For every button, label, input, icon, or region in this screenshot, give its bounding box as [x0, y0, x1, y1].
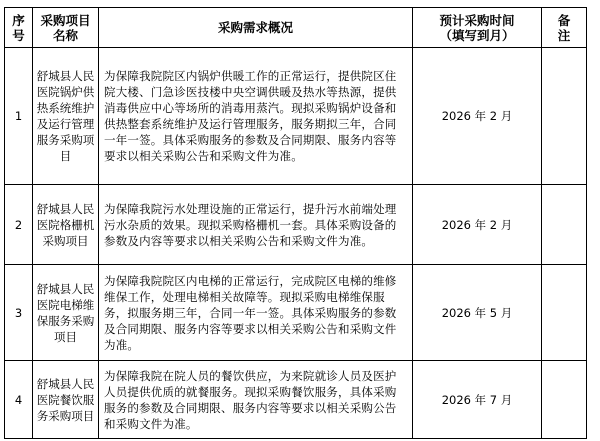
project-name: 舒城县人民医院锅炉供热系统维护及运行管理服务采购项目: [33, 48, 99, 185]
table-row: [5, 361, 587, 439]
table-row: [5, 265, 587, 361]
header-no: 序 号: [5, 8, 33, 48]
row-number: 3: [5, 265, 33, 361]
planned-time: 2026 年 7 月: [413, 361, 542, 439]
remark: [542, 361, 587, 439]
procurement-table: [4, 7, 587, 439]
requirement-summary: 为保障我院污水处理设施的正常运行，提升污水前端处理污水杂质的效果。现拟采购格栅机一套。具体采购设备的参数及内容等要求以相关采购公告和采购文件为准。: [99, 185, 413, 265]
remark: [542, 265, 587, 361]
project-name: 舒城县人民医院格栅机采购项目: [33, 185, 99, 265]
requirement-summary: 为保障我院院区内电梯的正常运行，完成院区电梯的维修维保工作，处理电梯相关故障等。现拟采购电梯维保服务，拟服务期三年，合同一年一签。具体采购服务的参数及合同期限、服务内容等要求以相关采购公告和采购文件为准。: [99, 265, 413, 361]
remark: [542, 185, 587, 265]
project-name: 舒城县人民医院餐饮服务采购项目: [33, 361, 99, 439]
planned-time: 2026 年 5 月: [413, 265, 542, 361]
requirement-summary: 为保障我院院区内锅炉供暖工作的正常运行，提供院区住院大楼、门急诊医技楼中央空调供暖及热水等热源，提供消毒供应中心等场所的消毒用蒸汽。现拟采购锅炉设备和供热整套系统维护及运行管理服务，服务期拟三年，合同一年一签。具体采购服务的参数及合同期限、服务内容等要求以相关采购公告和采购文件为准。: [99, 48, 413, 185]
header-desc: 采购需求概况: [99, 8, 413, 48]
row-number: 4: [5, 361, 33, 439]
row-number: 2: [5, 185, 33, 265]
header-time: 预计采购时间 （填写到月）: [413, 8, 542, 48]
table-row: [5, 48, 587, 185]
header-note: 备 注: [542, 8, 587, 48]
header-item: 采购项目 名称: [33, 8, 99, 48]
header-row: [5, 8, 587, 48]
project-name: 舒城县人民医院电梯维保服务采购项目: [33, 265, 99, 361]
row-number: 1: [5, 48, 33, 185]
planned-time: 2026 年 2 月: [413, 185, 542, 265]
remark: [542, 48, 587, 185]
planned-time: 2026 年 2 月: [413, 48, 542, 185]
requirement-summary: 为保障我院在院人员的餐饮供应，为来院就诊人员及医护人员提供优质的就餐服务。现拟采购餐饮服务，具体采购服务的参数及合同期限、服务内容等要求以相关采购公告和采购文件为准。: [99, 361, 413, 439]
table-row: [5, 185, 587, 265]
